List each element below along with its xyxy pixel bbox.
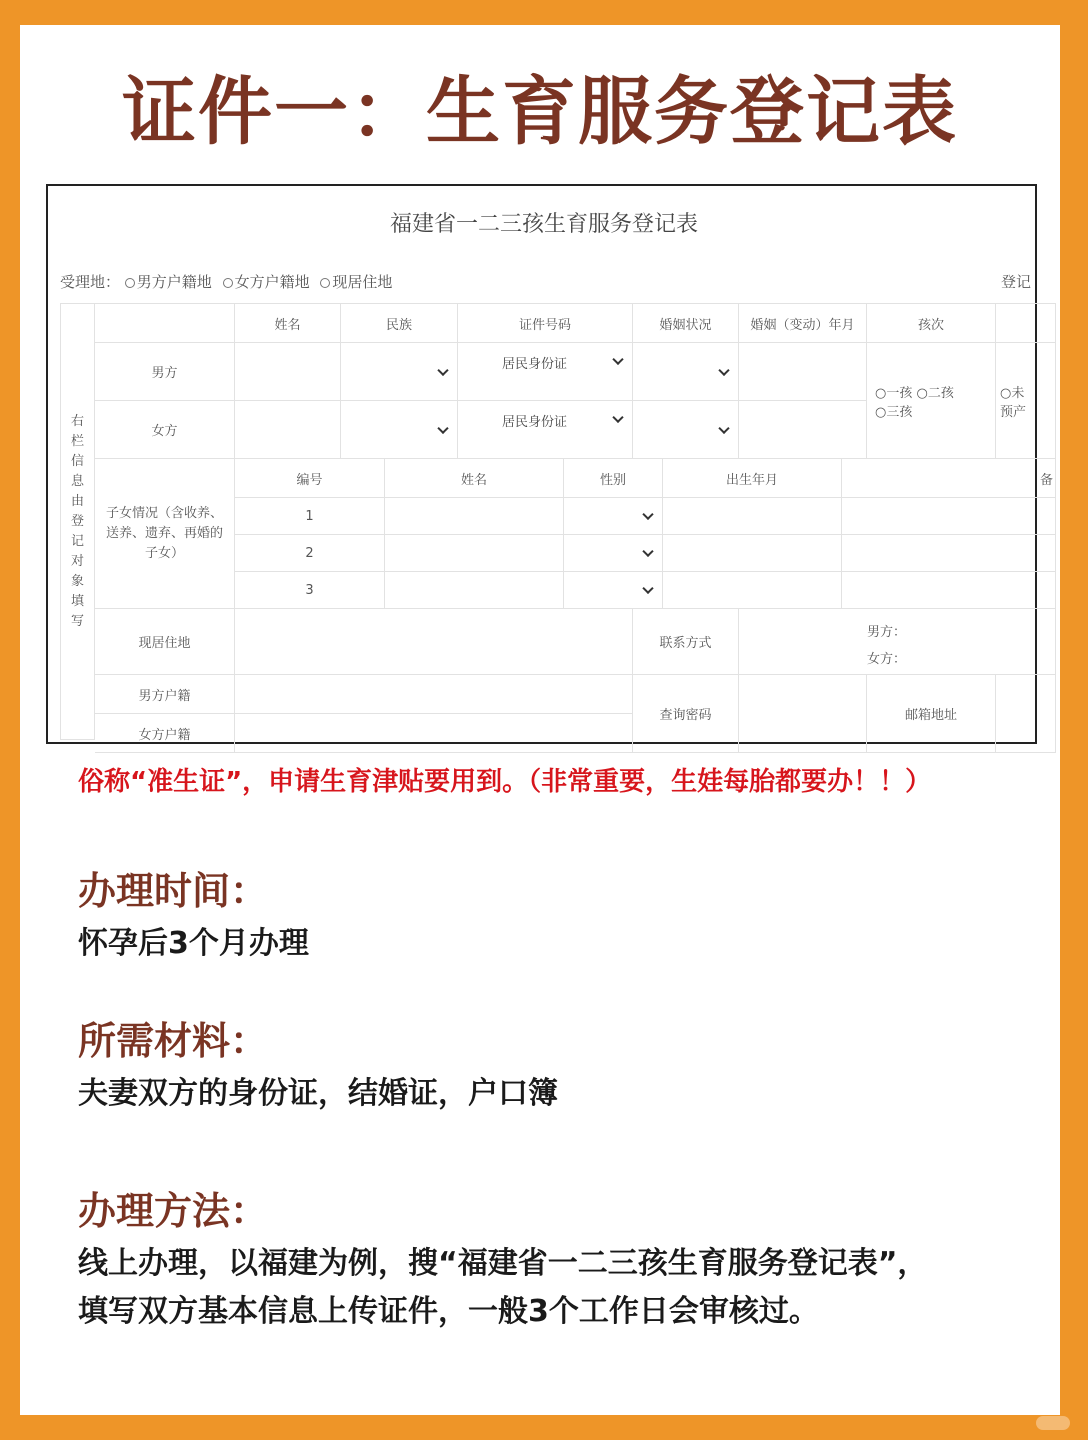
header-blank (95, 303, 235, 343)
radio-male-hukou[interactable]: 男方户籍地 (125, 273, 212, 291)
child-remark-input-3[interactable] (842, 572, 1056, 609)
section-body-materials: 夫妻双方的身份证，结婚证，户口簿 (78, 1076, 558, 1111)
female-id-type-select[interactable]: 居民身份证 (458, 401, 633, 459)
header-name: 姓名 (235, 303, 341, 343)
female-hukou-input[interactable] (235, 714, 633, 753)
chevron-down-icon (612, 354, 623, 365)
radio-female-hukou[interactable]: 女方户籍地 (223, 273, 310, 291)
child-remark-input-1[interactable] (842, 498, 1056, 535)
header-extra (996, 303, 1056, 343)
child-gender-select-2[interactable] (564, 535, 663, 572)
residence-input[interactable] (235, 609, 633, 675)
child-number-2: 2 (235, 535, 385, 572)
male-name-input[interactable] (235, 343, 341, 401)
form-title: 福建省一二三孩生育服务登记表 (389, 212, 698, 237)
header-ethnicity: 民族 (341, 303, 458, 343)
side-label-char: 右 (70, 413, 84, 429)
male-ethnicity-select[interactable] (341, 343, 458, 401)
query-password-label: 查询密码 (633, 675, 739, 753)
child-remark-input-2[interactable] (842, 535, 1056, 572)
email-label: 邮箱地址 (867, 675, 996, 753)
children-header-birth: 出生年月 (663, 459, 842, 498)
row-label-male: 男方 (95, 343, 235, 401)
child-name-input-2[interactable] (385, 535, 564, 572)
male-marital-select[interactable] (633, 343, 739, 401)
side-label-char: 填 (70, 593, 84, 609)
child-birth-input-1[interactable] (663, 498, 842, 535)
child-birth-input-2[interactable] (663, 535, 842, 572)
chevron-down-icon (718, 422, 729, 433)
radio-icon (125, 278, 135, 288)
section-heading-materials: 所需材料： (78, 1019, 269, 1063)
accept-location-row (60, 270, 398, 294)
header-child-order: 孩次 (867, 303, 996, 343)
children-header-number: 编号 (235, 459, 385, 498)
male-marriage-date-input[interactable] (739, 343, 867, 401)
side-label-char: 写 (70, 613, 84, 629)
male-hukou-input[interactable] (235, 675, 633, 714)
page-title: 证件一：生育服务登记表 (122, 69, 958, 155)
side-label-char: 息 (70, 473, 84, 489)
residence-label: 现居住地 (95, 609, 235, 675)
chevron-down-icon (718, 364, 729, 375)
child-number-3: 3 (235, 572, 385, 609)
child-gender-select-3[interactable] (564, 572, 663, 609)
side-label-char: 由 (70, 493, 84, 509)
email-input[interactable] (996, 675, 1056, 753)
female-hukou-label: 女方户籍 (95, 714, 235, 753)
side-label (70, 412, 86, 632)
radio-icon (223, 278, 233, 288)
side-label-char: 对 (70, 553, 84, 569)
watermark-logo (1036, 1416, 1070, 1430)
chevron-down-icon (437, 364, 448, 375)
radio-icon (320, 278, 330, 288)
child-gender-select-1[interactable] (564, 498, 663, 535)
side-label-char: 象 (70, 573, 84, 589)
section-body-method: 线上办理，以福建为例，搜“福建省一二三孩生育服务登记表”， 填写双方基本信息上传证件，一般3个工作日会审核过。 (78, 1246, 928, 1329)
section-heading-method: 办理方法： (78, 1189, 269, 1233)
chevron-down-icon (642, 546, 653, 557)
contact-male-label: 男方： (867, 625, 907, 640)
child-name-input-3[interactable] (385, 572, 564, 609)
row-label-female: 女方 (95, 401, 235, 459)
query-password-input[interactable] (739, 675, 867, 753)
female-name-input[interactable] (235, 401, 341, 459)
male-id-type-select[interactable]: 居民身份证 (458, 343, 633, 401)
children-header-gender: 性别 (564, 459, 663, 498)
female-marital-select[interactable] (633, 401, 739, 459)
accept-label: 受理地： (60, 273, 121, 291)
section-heading-time: 办理时间： (78, 869, 269, 913)
child-number-1: 1 (235, 498, 385, 535)
female-marriage-date-input[interactable] (739, 401, 867, 459)
female-ethnicity-select[interactable] (341, 401, 458, 459)
header-marriage-date: 婚姻（变动）年月 (739, 303, 867, 343)
children-header-name: 姓名 (385, 459, 564, 498)
chevron-down-icon (612, 412, 623, 423)
extra-radios[interactable]: ○未 预产 (996, 343, 1056, 459)
male-hukou-label: 男方户籍 (95, 675, 235, 714)
children-label: 子女情况（含收养、送养、遗弃、再婚的子女） (95, 459, 235, 609)
header-id-number: 证件号码 (458, 303, 633, 343)
note-text: 俗称“准生证”，申请生育津贴要用到。（非常重要，生娃每胎都要办！！） (78, 767, 932, 797)
side-label-char: 登 (70, 513, 84, 529)
chevron-down-icon (642, 583, 653, 594)
contact-female-label: 女方： (867, 652, 907, 667)
side-label-char: 栏 (70, 433, 84, 449)
registration-form-table (60, 303, 1053, 743)
chevron-down-icon (437, 422, 448, 433)
chevron-down-icon (642, 509, 653, 520)
side-label-char: 信 (70, 453, 84, 469)
child-order-radios[interactable]: ○一孩 ○二孩 ○三孩 (867, 343, 996, 459)
side-label-char: 记 (70, 533, 84, 549)
contact-inputs[interactable] (739, 609, 1056, 675)
child-name-input-1[interactable] (385, 498, 564, 535)
child-birth-input-3[interactable] (663, 572, 842, 609)
contact-label: 联系方式 (633, 609, 739, 675)
section-body-time: 怀孕后3个月办理 (78, 926, 309, 961)
side-label-cell (60, 303, 95, 740)
header-marital-status: 婚姻状况 (633, 303, 739, 343)
children-header-remark: 备 (842, 459, 1056, 498)
radio-residence[interactable]: 现居住地 (320, 273, 392, 291)
register-label: 登记 (1001, 273, 1032, 291)
